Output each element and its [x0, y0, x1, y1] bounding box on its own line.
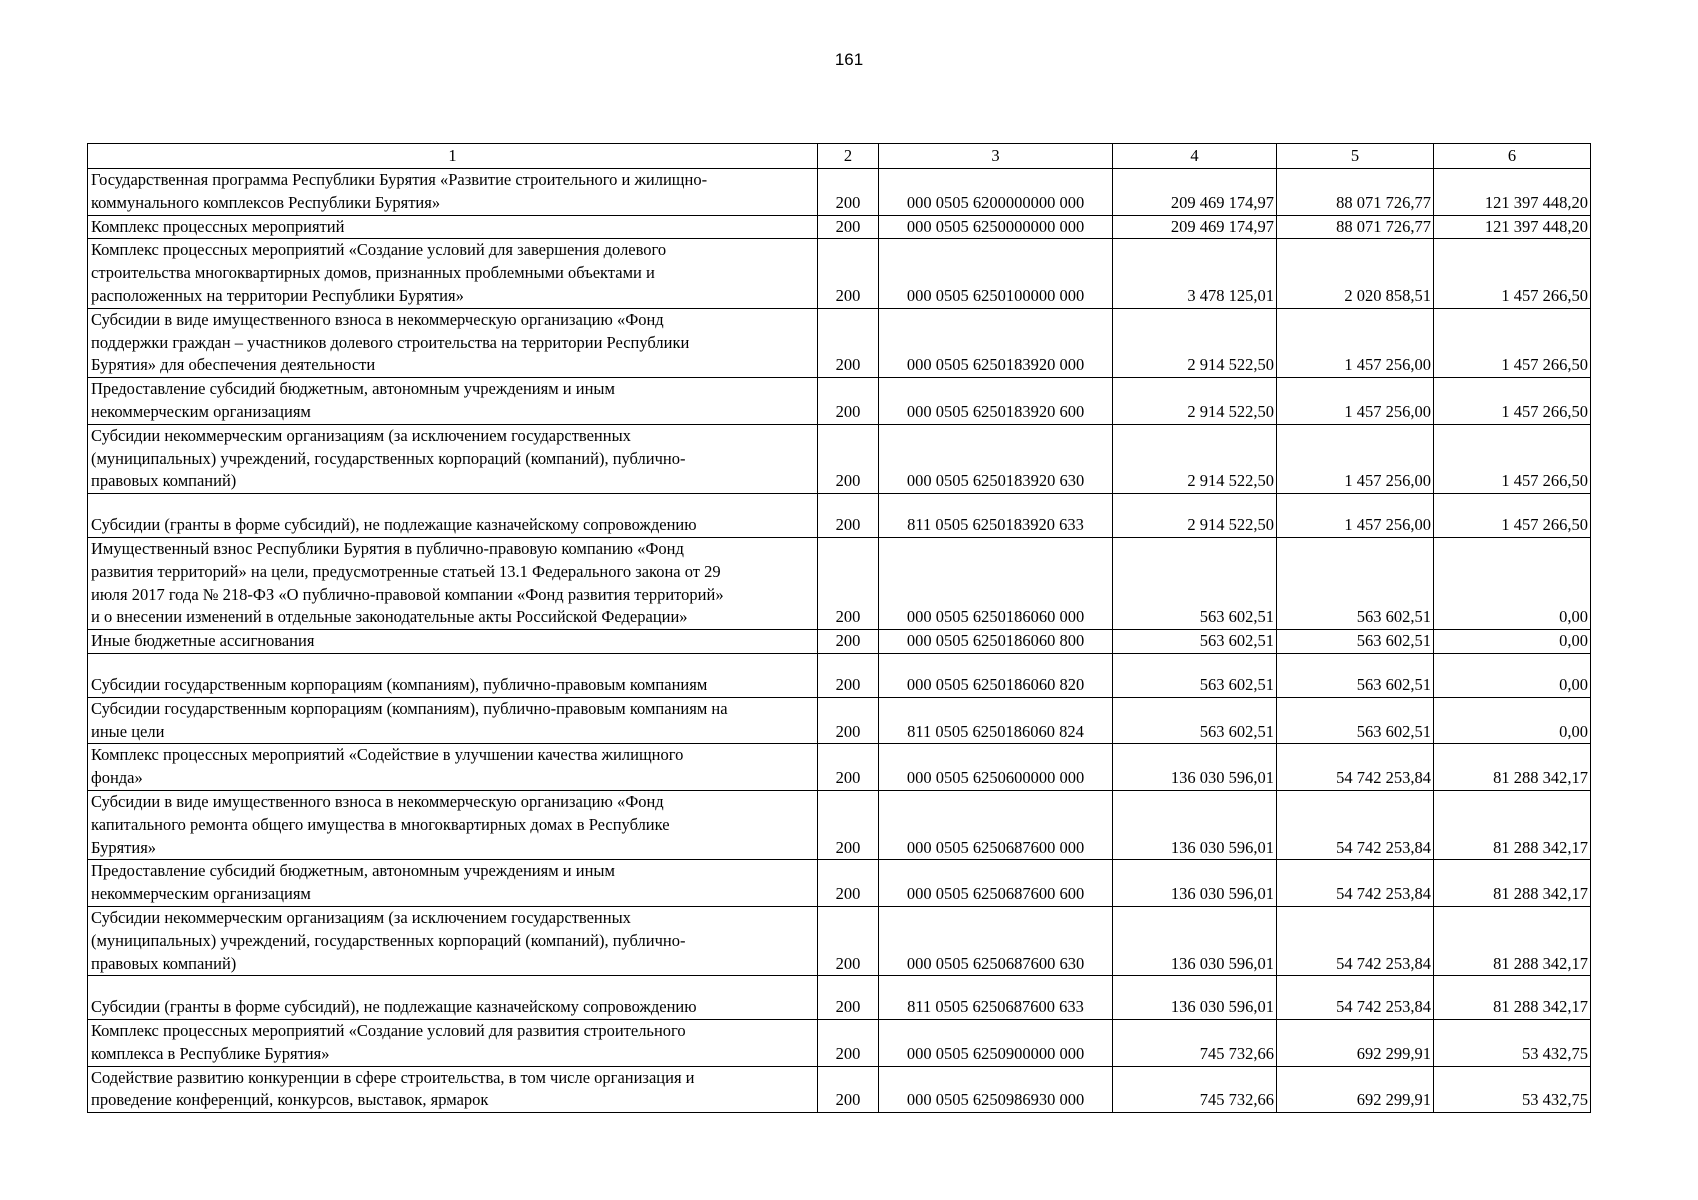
- row-name-line: Комплекс процессных мероприятий «Создание условий для завершения долевого: [91, 240, 667, 260]
- row-name-cell: [88, 976, 818, 1020]
- row-gr-cell: 200: [818, 424, 879, 493]
- row-amount-5-cell: 563 602,51: [1277, 653, 1434, 697]
- row-amount-6-cell: 81 288 342,17: [1434, 906, 1591, 975]
- row-name-cell: [88, 630, 818, 654]
- table-row: [88, 1066, 1591, 1113]
- row-gr-cell: 200: [818, 1020, 879, 1067]
- row-amount-5-cell: 1 457 256,00: [1277, 308, 1434, 377]
- row-amount-6-cell: 121 397 448,20: [1434, 169, 1591, 216]
- row-code-cell: 000 0505 6250600000 000: [879, 744, 1113, 791]
- table-row: [88, 378, 1591, 425]
- row-code-cell: 000 0505 6250687600 000: [879, 790, 1113, 859]
- row-name-line: некоммерческим организациям: [91, 401, 311, 421]
- row-name-line: Субсидии государственным корпорациям (компаниям), публично-правовым компаниям: [91, 674, 708, 694]
- row-amount-6-cell: 0,00: [1434, 630, 1591, 654]
- row-name-cell: [88, 239, 818, 308]
- table-row: [88, 744, 1591, 791]
- row-amount-5-cell: 2 020 858,51: [1277, 239, 1434, 308]
- row-amount-5-cell: 54 742 253,84: [1277, 744, 1434, 791]
- row-amount-5-cell: 88 071 726,77: [1277, 169, 1434, 216]
- row-name-line: Предоставление субсидий бюджетным, автономным учреждениям и иным: [91, 861, 615, 881]
- row-amount-4-cell: 2 914 522,50: [1113, 494, 1277, 538]
- row-name-line: июля 2017 года № 218-ФЗ «О публично-правовой компании «Фонд развития территорий»: [91, 584, 724, 604]
- row-name-line: Субсидии в виде имущественного взноса в некоммерческую организацию «Фонд: [91, 791, 664, 811]
- header-col-5: 5: [1277, 144, 1434, 169]
- table-row: [88, 630, 1591, 654]
- budget-table: [87, 143, 1591, 1113]
- row-name-line: строительства многоквартирных домов, признанных проблемными объектами и: [91, 263, 655, 283]
- row-name-line: проведение конференций, конкурсов, выставок, ярмарок: [91, 1090, 489, 1110]
- row-amount-4-cell: 563 602,51: [1113, 653, 1277, 697]
- row-name-line: Комплекс процессных мероприятий «Создание условий для развития строительного: [91, 1021, 686, 1041]
- row-amount-4-cell: 563 602,51: [1113, 537, 1277, 629]
- row-name-line: комплекса в Республике Бурятия»: [91, 1043, 330, 1063]
- row-name-line: Предоставление субсидий бюджетным, автономным учреждениям и иным: [91, 379, 615, 399]
- page-number: 161: [834, 50, 864, 69]
- row-name-line: поддержки граждан – участников долевого строительства на территории Республики: [91, 332, 690, 352]
- table-row: [88, 169, 1591, 216]
- table-row: [88, 790, 1591, 859]
- row-name-cell: [88, 906, 818, 975]
- row-name-cell: [88, 1020, 818, 1067]
- row-name-line: Имущественный взнос Республики Бурятия в публично-правовую компанию «Фонд: [91, 538, 684, 558]
- row-amount-5-cell: 1 457 256,00: [1277, 424, 1434, 493]
- row-code-cell: 000 0505 6250000000 000: [879, 215, 1113, 239]
- row-code-cell: 000 0505 6250986930 000: [879, 1066, 1113, 1113]
- row-amount-5-cell: 563 602,51: [1277, 537, 1434, 629]
- header-col-2: 2: [818, 144, 879, 169]
- row-name-cell: [88, 653, 818, 697]
- row-amount-5-cell: 54 742 253,84: [1277, 860, 1434, 907]
- row-gr-cell: 200: [818, 1066, 879, 1113]
- row-name-line: Комплекс процессных мероприятий «Содействие в улучшении качества жилищного: [91, 745, 684, 765]
- row-name-line: Бурятия»: [91, 837, 157, 857]
- table-row: [88, 215, 1591, 239]
- row-name-cell: [88, 215, 818, 239]
- row-amount-5-cell: 563 602,51: [1277, 630, 1434, 654]
- row-gr-cell: 200: [818, 308, 879, 377]
- row-amount-5-cell: 54 742 253,84: [1277, 906, 1434, 975]
- row-name-line: Иные бюджетные ассигнования: [91, 631, 315, 651]
- row-spacer: [91, 494, 815, 514]
- row-amount-6-cell: 121 397 448,20: [1434, 215, 1591, 239]
- table-row: [88, 239, 1591, 308]
- table-header-row: [88, 144, 1591, 169]
- row-gr-cell: 200: [818, 790, 879, 859]
- row-spacer: [91, 976, 815, 996]
- header-col-4: 4: [1113, 144, 1277, 169]
- row-amount-4-cell: 2 914 522,50: [1113, 378, 1277, 425]
- row-name-line: Субсидии некоммерческим организациям (за исключением государственных: [91, 907, 631, 927]
- row-name-line: Субсидии в виде имущественного взноса в некоммерческую организацию «Фонд: [91, 309, 664, 329]
- row-spacer: [91, 654, 815, 674]
- header-col-1: 1: [88, 144, 818, 169]
- row-name-line: правовых компаний): [91, 471, 237, 491]
- row-name-line: и о внесении изменений в отдельные законодательные акты Российской Федерации»: [91, 607, 688, 627]
- row-amount-5-cell: 563 602,51: [1277, 697, 1434, 744]
- row-amount-6-cell: 0,00: [1434, 653, 1591, 697]
- row-gr-cell: 200: [818, 494, 879, 538]
- row-code-cell: 000 0505 6200000000 000: [879, 169, 1113, 216]
- row-amount-4-cell: 136 030 596,01: [1113, 976, 1277, 1020]
- row-code-cell: 000 0505 6250183920 000: [879, 308, 1113, 377]
- row-name-line: иные цели: [91, 721, 165, 741]
- row-amount-5-cell: 88 071 726,77: [1277, 215, 1434, 239]
- row-name-line: Субсидии некоммерческим организациям (за исключением государственных: [91, 425, 631, 445]
- row-code-cell: 000 0505 6250183920 630: [879, 424, 1113, 493]
- row-name-cell: [88, 1066, 818, 1113]
- row-amount-5-cell: 54 742 253,84: [1277, 790, 1434, 859]
- row-amount-4-cell: 136 030 596,01: [1113, 790, 1277, 859]
- row-gr-cell: 200: [818, 378, 879, 425]
- row-code-cell: 000 0505 6250687600 630: [879, 906, 1113, 975]
- row-code-cell: 000 0505 6250186060 800: [879, 630, 1113, 654]
- row-code-cell: 811 0505 6250183920 633: [879, 494, 1113, 538]
- row-name-cell: [88, 860, 818, 907]
- row-name-line: Содействие развитию конкуренции в сфере строительства, в том числе организация и: [91, 1067, 695, 1087]
- row-name-line: некоммерческим организациям: [91, 884, 311, 904]
- row-amount-6-cell: 53 432,75: [1434, 1020, 1591, 1067]
- header-col-6: 6: [1434, 144, 1591, 169]
- row-name-cell: [88, 378, 818, 425]
- row-gr-cell: 200: [818, 630, 879, 654]
- row-code-cell: 000 0505 6250687600 600: [879, 860, 1113, 907]
- table-row: [88, 1020, 1591, 1067]
- table-body: [88, 169, 1591, 1113]
- row-name-line: Комплекс процессных мероприятий: [91, 216, 345, 236]
- row-name-line: расположенных на территории Республики Бурятия»: [91, 285, 464, 305]
- row-name-line: Субсидии (гранты в форме субсидий), не подлежащие казначейскому сопровождению: [91, 515, 697, 535]
- row-code-cell: 811 0505 6250687600 633: [879, 976, 1113, 1020]
- row-amount-5-cell: 1 457 256,00: [1277, 378, 1434, 425]
- table-row: [88, 424, 1591, 493]
- row-amount-6-cell: 81 288 342,17: [1434, 744, 1591, 791]
- row-name-line: Субсидии (гранты в форме субсидий), не подлежащие казначейскому сопровождению: [91, 997, 697, 1017]
- row-gr-cell: 200: [818, 906, 879, 975]
- row-gr-cell: 200: [818, 976, 879, 1020]
- row-gr-cell: 200: [818, 239, 879, 308]
- row-code-cell: 000 0505 6250186060 000: [879, 537, 1113, 629]
- row-amount-4-cell: 136 030 596,01: [1113, 860, 1277, 907]
- table-row: [88, 976, 1591, 1020]
- header-col-3: 3: [879, 144, 1113, 169]
- row-code-cell: 811 0505 6250186060 824: [879, 697, 1113, 744]
- row-gr-cell: 200: [818, 169, 879, 216]
- row-name-line: (муниципальных) учреждений, государственных корпораций (компаний), публично-: [91, 448, 686, 468]
- row-amount-6-cell: 81 288 342,17: [1434, 860, 1591, 907]
- row-amount-4-cell: 136 030 596,01: [1113, 906, 1277, 975]
- row-name-line: правовых компаний): [91, 953, 237, 973]
- row-name-line: фонда»: [91, 768, 143, 788]
- row-code-cell: 000 0505 6250183920 600: [879, 378, 1113, 425]
- table-row: [88, 494, 1591, 538]
- row-gr-cell: 200: [818, 215, 879, 239]
- row-name-cell: [88, 537, 818, 629]
- row-amount-6-cell: 0,00: [1434, 537, 1591, 629]
- row-name-cell: [88, 169, 818, 216]
- row-name-line: (муниципальных) учреждений, государственных корпораций (компаний), публично-: [91, 930, 686, 950]
- row-name-cell: [88, 790, 818, 859]
- row-amount-6-cell: 53 432,75: [1434, 1066, 1591, 1113]
- table-row: [88, 653, 1591, 697]
- row-name-cell: [88, 697, 818, 744]
- row-amount-4-cell: 2 914 522,50: [1113, 308, 1277, 377]
- row-code-cell: 000 0505 6250900000 000: [879, 1020, 1113, 1067]
- row-name-line: коммунального комплексов Республики Бурятия»: [91, 192, 441, 212]
- row-amount-6-cell: 0,00: [1434, 697, 1591, 744]
- table-row: [88, 906, 1591, 975]
- row-amount-5-cell: 1 457 256,00: [1277, 494, 1434, 538]
- row-amount-4-cell: 563 602,51: [1113, 697, 1277, 744]
- row-amount-4-cell: 209 469 174,97: [1113, 215, 1277, 239]
- row-amount-4-cell: 3 478 125,01: [1113, 239, 1277, 308]
- row-name-cell: [88, 308, 818, 377]
- table-row: [88, 537, 1591, 629]
- row-gr-cell: 200: [818, 653, 879, 697]
- row-amount-5-cell: 692 299,91: [1277, 1020, 1434, 1067]
- row-code-cell: 000 0505 6250186060 820: [879, 653, 1113, 697]
- row-name-cell: [88, 494, 818, 538]
- row-gr-cell: 200: [818, 860, 879, 907]
- row-amount-6-cell: 1 457 266,50: [1434, 239, 1591, 308]
- row-name-line: капитального ремонта общего имущества в многоквартирных домах в Республике: [91, 814, 670, 834]
- table-row: [88, 308, 1591, 377]
- table-row: [88, 697, 1591, 744]
- row-amount-4-cell: 745 732,66: [1113, 1020, 1277, 1067]
- row-amount-6-cell: 81 288 342,17: [1434, 976, 1591, 1020]
- table-row: [88, 860, 1591, 907]
- row-name-cell: [88, 744, 818, 791]
- row-amount-5-cell: 692 299,91: [1277, 1066, 1434, 1113]
- row-amount-5-cell: 54 742 253,84: [1277, 976, 1434, 1020]
- row-amount-6-cell: 1 457 266,50: [1434, 424, 1591, 493]
- row-amount-4-cell: 745 732,66: [1113, 1066, 1277, 1113]
- row-gr-cell: 200: [818, 744, 879, 791]
- row-amount-6-cell: 81 288 342,17: [1434, 790, 1591, 859]
- row-name-cell: [88, 424, 818, 493]
- row-name-line: Государственная программа Республики Бурятия «Развитие строительного и жилищно-: [91, 170, 708, 189]
- row-amount-6-cell: 1 457 266,50: [1434, 494, 1591, 538]
- row-amount-4-cell: 563 602,51: [1113, 630, 1277, 654]
- row-amount-4-cell: 209 469 174,97: [1113, 169, 1277, 216]
- row-name-line: Бурятия» для обеспечения деятельности: [91, 355, 376, 375]
- row-amount-4-cell: 136 030 596,01: [1113, 744, 1277, 791]
- row-name-line: Субсидии государственным корпорациям (компаниям), публично-правовым компаниям на: [91, 698, 728, 718]
- budget-table-container: [87, 143, 1590, 1113]
- row-gr-cell: 200: [818, 697, 879, 744]
- row-code-cell: 000 0505 6250100000 000: [879, 239, 1113, 308]
- row-gr-cell: 200: [818, 537, 879, 629]
- row-amount-6-cell: 1 457 266,50: [1434, 378, 1591, 425]
- row-name-line: развития территорий» на цели, предусмотренные статьей 13.1 Федерального закона от 29: [91, 561, 721, 581]
- row-amount-4-cell: 2 914 522,50: [1113, 424, 1277, 493]
- row-amount-6-cell: 1 457 266,50: [1434, 308, 1591, 377]
